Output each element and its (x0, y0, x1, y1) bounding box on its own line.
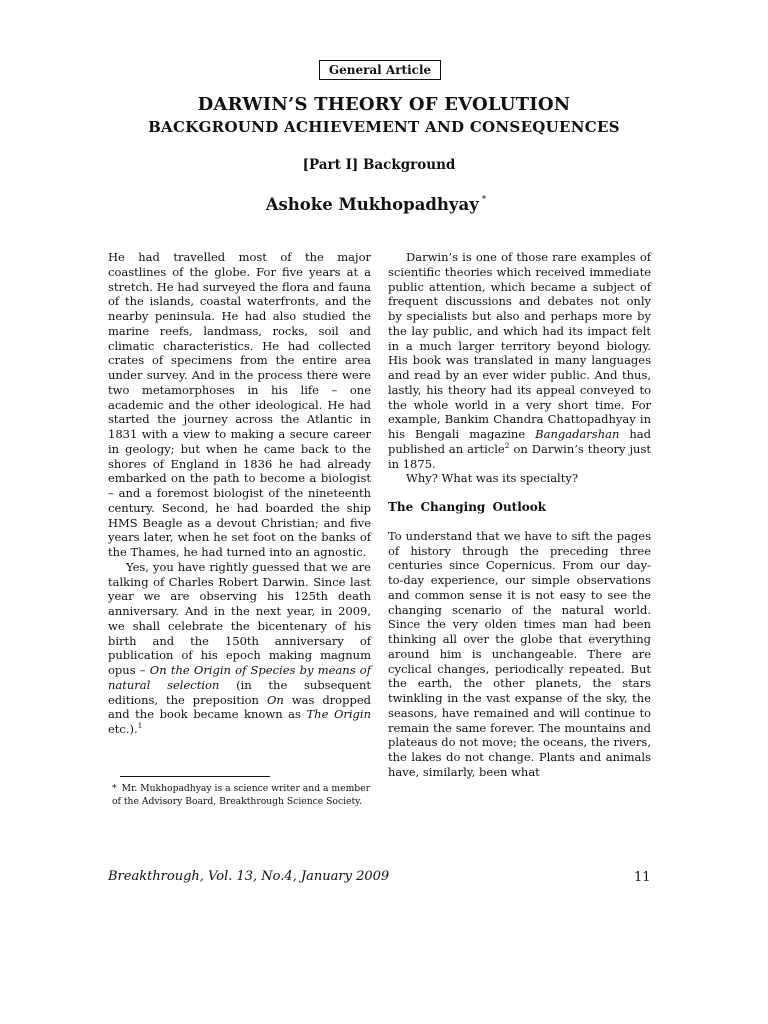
footnote-mark: * (112, 783, 117, 794)
left-p2-text-c: was dropped and the book became known as (108, 692, 371, 722)
section-heading-changing-outlook: The Changing Outlook (388, 500, 547, 514)
footnote-rule (120, 776, 270, 777)
part-heading: [Part I] Background (302, 157, 456, 173)
left-p2-text-d: etc.). (108, 722, 138, 736)
right-column (388, 250, 651, 780)
article-subtitle: BACKGROUND ACHIEVEMENT AND CONSEQUENCES (148, 118, 620, 136)
footnote (112, 782, 370, 808)
left-p2-text-a: Yes, you have rightly guessed that we are talking of Charles Robert Darwin. Since last year we are observing his 125th death anniversary. And in the next year, in 2009, we shall celebrate the bicentenary of his birth and the 150th anniversary of publication of his epoch making magnum opus – (108, 559, 371, 677)
reference-mark-2: 2 (504, 440, 510, 450)
left-column (108, 250, 371, 737)
right-p1-text-b: had published an article (388, 427, 651, 456)
left-p2-text-b: (in the subsequent editions, the preposition (108, 677, 371, 707)
right-paragraph-1 (388, 250, 651, 471)
footnote-text: Mr. Mukhopadhyay is a science writer and a member of the Advisory Board, Breakthrough Science Society. (112, 783, 370, 807)
author-name: Ashoke Mukhopadhyay (265, 195, 479, 214)
preposition-on: On (266, 692, 284, 707)
article-title: DARWIN’S THEORY OF EVOLUTION (197, 94, 571, 115)
reference-mark-1: 1 (137, 721, 143, 730)
right-paragraph-3: To understand that we have to sift the pages of history through the preceding three centuries since Copernicus. From our day-to-day experience, our simple observations and common sense it is not easy to see the changing scenario of the natural world. Since the very olden times man had been thinking all over the globe that everything around him is unchangeable. There are cyclical changes, periodically repeated. But the earth, the other planets, the stars twinkling in the vast expanse of the sky, the seasons, have remained and will continue to remain the same forever. The mountains and plateaus do not move; the oceans, the rivers, the lakes do not change. Plants and animals have, similarly, been what (388, 528, 651, 779)
section-label: General Article (319, 60, 441, 80)
author-footnote-mark: * (481, 195, 487, 205)
book-title-origin-of-species: On the Origin of Species by means of natural selection (108, 663, 371, 692)
right-p1-text-a: Darwin’s is one of those rare examples of scientific theories which received immediate public attention, which became a subject of frequent discussions and debates not only by specialists but also and perhaps more by the lay public, and which had its impact felt in a much larger territory beyond biology. His book was translated in many languages and read by an ever wider public. And thus, lastly, his theory had its appeal conveyed to the whole world in a very short time. For example, Bankim Chandra Chattopadhyay in his Bengali magazine (388, 250, 651, 441)
page-number: 11 (634, 870, 651, 885)
journal-citation: Breakthrough, Vol. 13, No.4, January 2009 (108, 869, 390, 884)
right-paragraph-2: Why? What was its specialty? (406, 471, 579, 486)
right-p1-text-c: on Darwin’s theory just in 1875. (388, 441, 651, 471)
magazine-title-bangadarshan: Bangadarshan (535, 427, 620, 441)
author-line (0, 195, 752, 214)
left-paragraph-1: He had travelled most of the major coastlines of the globe. For five years at a stretch. He had surveyed the flora and fauna of the islands, coastal waterfronts, and the nearby peninsula. He had also studied the marine reefs, landmass, rocks, soil and climatic characteristics. He had collected crates of specimens from the entire area under survey. And in the process there were two metamorphoses in his life – one academic and the other ideological. He had started the journey across the Atlantic in 1831 with a view to making a secure career in geology; but when he came back to the shores of England in 1836 he had already embarked on the path to become a biologist – and a foremost biologist of the nineteenth century. Second, he had boarded the ship HMS Beagle as a devout Christian; and five years later, when he set foot on the banks of the Thames, he had turned into an agnostic. (108, 250, 371, 559)
book-title-the-origin: The Origin (306, 707, 371, 722)
left-paragraph-2 (108, 560, 371, 737)
